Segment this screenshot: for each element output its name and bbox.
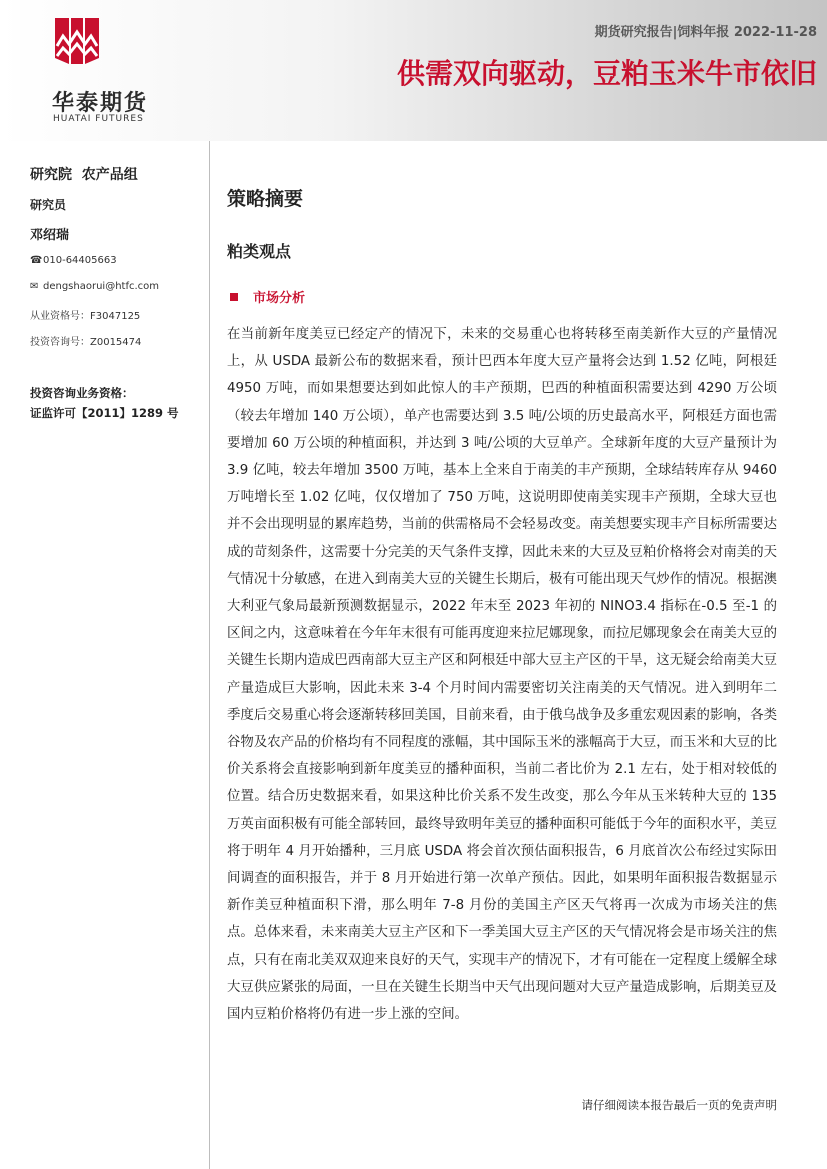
analysis-paragraph: 在当前新年度美豆已经定产的情况下，未来的交易重心也将转移至南美新作大豆的产量情况上，从 USDA 最新公布的数据来看，预计巴西本年度大豆产量将会达到 1.52 亿吨，阿根廷 4950 万吨，而如果想要达到如此惊人的丰产预期，巴西的种植面积需要达到 4290 万公顷（较去年增加 140 万公顷），单产也需要达到 3.5 吨/公顷的历史最高水平，阿根廷方面也需要增加 60 万公顷的种植面积，并达到 3 吨/公顷的大豆单产。全球新年度的大豆产量预计为 3.9 亿吨，较去年增加 3500 万吨，基本上全来自于南美的丰产预期，全球结转库存从 9460 万吨增长至 1.02 亿吨，仅仅增加了 750 万吨，这说明即使南美实现丰产预期，全球大豆也并不会出现明显的累库趋势，当前的供需格局不会轻易改变。南美想要实现丰产目标所需要达成的苛刻条件，这需要十分完美的天气条件支撑，因此未来的大豆及豆粕价格将会对南美的天气情况十分敏感，在进入到南美大豆的关键生长期后，极有可能出现天气炒作的情况。根据澳大利亚气象局最新预测数据显示，2022 年末至 2023 年初的 NINO3.4 指标在-0.5 至-1 的区间之内，这意味着在今年年末很有可能再度迎来拉尼娜现象，而拉尼娜现象会在南美大豆的关键生长期内造成巴西南部大豆主产区和阿根廷中部大豆主产区的干旱，这无疑会给南美大豆产量造成巨大影响，因此未来 3-4 个月时间内需要密切关注南美的天气情况。进入到明年二季度后交易重心将会逐渐转移回美国，目前来看，由于俄乌战争及多重宏观因素的影响，各类谷物及农产品的价格均有不同程度的涨幅，其中国际玉米的涨幅高于大豆，而玉米和大豆的比价关系将会直接影响到新年度美豆的播种面积，当前二者比价为 2.1 左右，处于相对较低的位置。结合历史数据来看，如果这种比价关系不发生改变，那么今年从玉米转种大豆的 135 万英亩面积极有可能全部转回，最终导致明年美豆的播种面积可能低于今年的面积水平，美豆将于明年 4 月开始播种，三月底 USDA 将会首次预估面积报告，6 月底首次公布经过实际田间调查的面积报告，并于 8 月开始进行第一次单产预估。因此，如果明年面积报告数据显示新作美豆种植面积下滑，那么明年 7-8 月份的美国主产区天气将再一次成为市场关注的焦点。总体来看，未来南美大豆主产区和下一季美国大豆主产区的天气情况将会是市场关注的焦点，只有在南北美双双迎来良好的天气，实现丰产的情况下，才有可能在一定程度上缓解全球大豆供应紧张的局面，一旦在关键生长期当中天气出现问题对大豆产量造成影响，后期美豆及国内豆粕价格将仍有进一步上涨的空间。 xyxy=(227,327,777,1023)
qualification-number: 从业资格号：F3047125 xyxy=(30,311,141,322)
company-name-cn: 华泰期货 xyxy=(52,91,149,116)
disclaimer-note: 请仔细阅读本报告最后一页的免责声明 xyxy=(581,1098,777,1112)
company-name-en: HUATAI FUTURES xyxy=(53,114,144,124)
phone-icon: ☎ xyxy=(30,255,43,266)
consult-number: 投资咨询号：Z0015474 xyxy=(30,337,142,348)
phone-number: 010-64405663 xyxy=(43,255,117,266)
report-header xyxy=(0,0,827,141)
section-title: 策略摘要 xyxy=(227,188,304,210)
point-title: 市场分析 xyxy=(253,291,306,306)
phone-line xyxy=(30,255,117,266)
report-meta: 期货研究报告|饲料年报 2022-11-28 xyxy=(594,25,817,40)
report-title: 供需双向驱动，豆粕玉米牛市依旧 xyxy=(396,57,817,90)
company-logo xyxy=(52,18,149,124)
mail-icon: ✉ xyxy=(30,281,39,292)
bullet-square-icon xyxy=(230,293,238,301)
point-heading xyxy=(230,287,305,306)
huatai-logo-icon xyxy=(55,18,99,64)
business-qual-label: 投资咨询业务资格： xyxy=(30,386,134,400)
analyst-name: 邓绍瑞 xyxy=(30,228,70,243)
sidebar xyxy=(0,141,210,1169)
role-label: 研究员 xyxy=(30,198,67,212)
license-number: 证监许可【2011】1289 号 xyxy=(30,406,179,420)
email-line xyxy=(30,281,159,292)
subsection-title: 粕类观点 xyxy=(227,242,292,261)
department: 研究院 农产品组 xyxy=(30,167,138,183)
email-address: dengshaorui@htfc.com xyxy=(43,281,160,292)
